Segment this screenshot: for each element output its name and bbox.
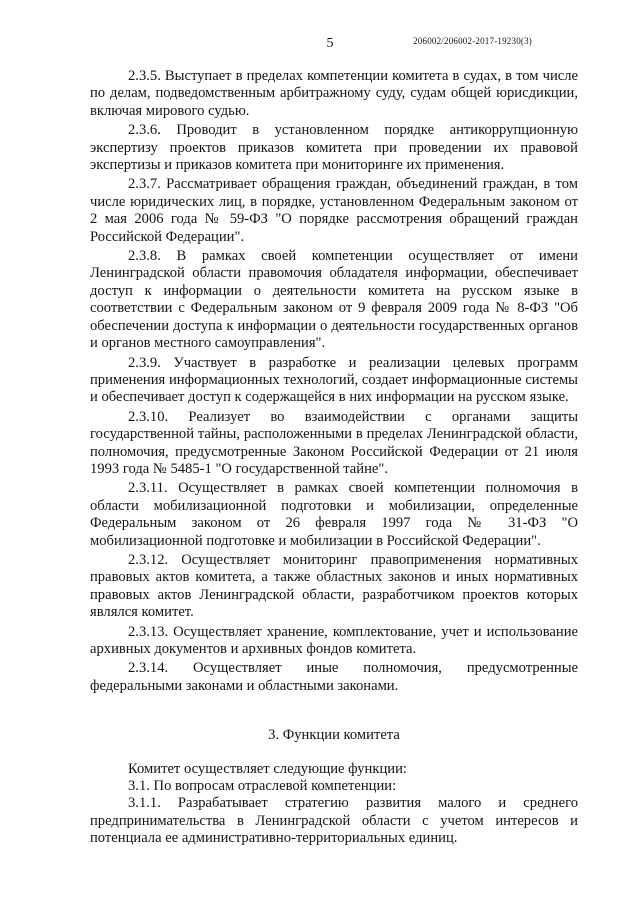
paragraph-2-3-12: 2.3.12. Осуществляет мониторинг правоприменения нормативных правовых актов комитета, а также областных законов и иных нормативных правовых актов Ленинградской области, разработчиком проектов которых являлся комитет. — [90, 551, 578, 621]
section-heading: 3. Функции комитета — [268, 727, 400, 744]
document-body — [90, 68, 578, 850]
functions-intro: Комитет осуществляет следующие функции: — [128, 760, 407, 777]
paragraph-3-1-1: 3.1.1. Разрабатывает стратегию развития малого и среднего предпринимательства в Ленинградской области с учетом интересов и потенциала ее административно-территориальных единиц. — [90, 795, 578, 847]
document-number: 206002/206002-2017-19230(3) — [413, 36, 532, 46]
paragraph-2-3-7: 2.3.7. Рассматривает обращения граждан, объединений граждан, в том числе юридических лиц, в порядке, установленном Федеральным законом от 2 мая 2006 года № 59-ФЗ "О порядке рассмотрения обращений граждан Российской Федерации". — [90, 176, 578, 245]
paragraph-2-3-9: 2.3.9. Участвует в разработке и реализации целевых программ применения информационных технологий, создает информационные системы и обеспечивает доступ к содержащейся в них информации на русском языке. — [90, 354, 578, 406]
paragraph-2-3-14: 2.3.14. Осуществляет иные полномочия, предусмотренные федеральными законами и областными законами. — [90, 660, 578, 694]
paragraph-2-3-11: 2.3.11. Осуществляет в рамках своей компетенции полномочия в области мобилизационной подготовки и мобилизации, определенные Федеральным законом от 26 февраля 1997 года № 31-ФЗ "О мобилизационной подготовке и мобилизации в Российской Федерации". — [90, 480, 578, 549]
paragraph-2-3-8: 2.3.8. В рамках своей компетенции осуществляет от имени Ленинградской области правомочия обладателя информации, обеспечивает доступ к информации о деятельности комитета на русском языке в соответствии с Федеральным законом от 9 февраля 2009 года № 8-ФЗ "Об обеспечении доступа к информации о деятельности государственных органов и органов местного самоуправления". — [90, 248, 578, 352]
paragraph-2-3-10: 2.3.10. Реализует во взаимодействии с органами защиты государственной тайны, расположенными в пределах Ленинградской области, полномочия, предусмотренные Законом Российской Федерации от 21 июля 1993 года № 5485-1 "О государственной тайне". — [90, 408, 578, 477]
functions-subheading: 3.1. По вопросам отраслевой компетенции: — [128, 778, 397, 795]
page-number: 5 — [326, 36, 334, 51]
paragraph-2-3-6: 2.3.6. Проводит в установленном порядке антикоррупционную экспертизу проектов приказов комитета при проведении их правовой экспертизы и приказов комитета при мониторинге их применения. — [90, 122, 578, 174]
paragraph-2-3-13: 2.3.13. Осуществляет хранение, комплектование, учет и использование архивных документов и архивных фондов комитета. — [90, 623, 578, 657]
paragraph-2-3-5: 2.3.5. Выступает в пределах компетенции комитета в судах, в том числе по делам, подведомственным арбитражному суду, судам общей юрисдикции, включая мирового судью. — [90, 68, 578, 119]
